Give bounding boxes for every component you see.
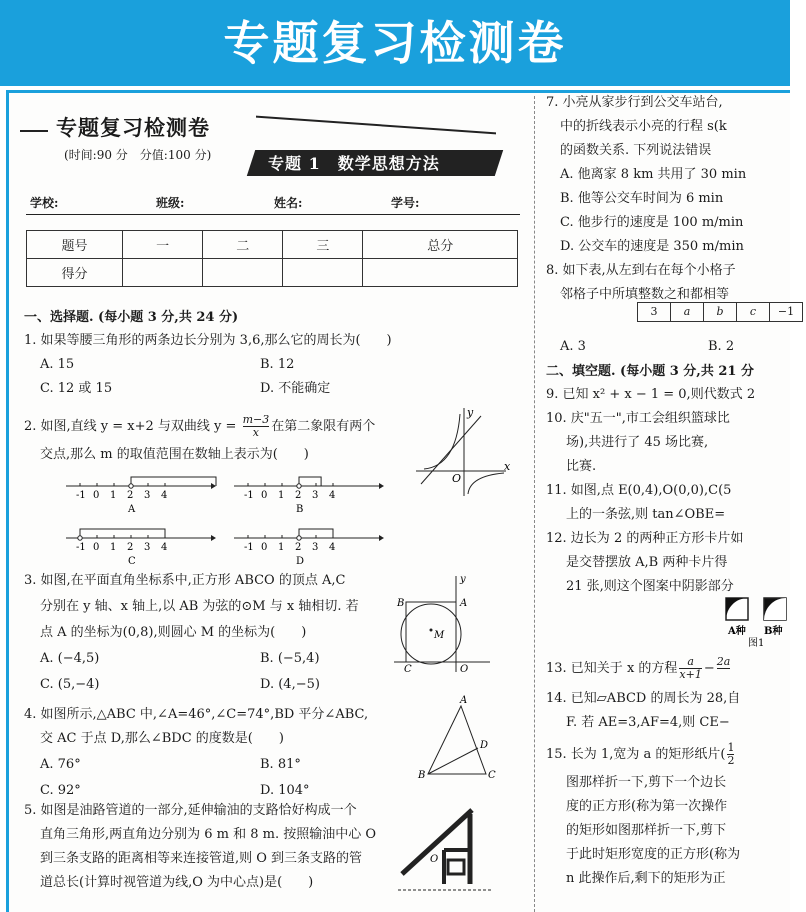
section1-heading: 一、选择题. (每小题 3 分,共 24 分) <box>24 310 239 325</box>
tick-label: 1 <box>110 490 117 501</box>
range-bracket <box>299 477 321 486</box>
point-label-a: A <box>460 695 468 706</box>
q10-line2: 场),共进行了 45 场比赛, <box>566 435 709 450</box>
section2-heading: 二、填空题. (每小题 3 分,共 21 分 <box>546 364 754 379</box>
exam-title: 专题复习检测卷 <box>56 115 210 140</box>
tick-label: 2 <box>295 490 302 501</box>
q1-option-c: C. 12 或 15 <box>40 381 113 396</box>
fraction-denominator: x <box>252 426 260 439</box>
q10-line1: 10. 庆"五一",市工会组织篮球比 <box>546 411 730 426</box>
q5-line1: 5. 如图是油路管道的一部分,延伸输油的支路恰好构成一个 <box>24 803 357 818</box>
q13-fraction-1 <box>679 656 701 681</box>
table-cell[interactable] <box>363 259 518 287</box>
q4-line1: 4. 如图所示,△ABC 中,∠A=46°,∠C=74°,BD 平分∠ABC, <box>24 707 369 722</box>
axis-label-y: y <box>460 574 466 585</box>
q7-option-b: B. 他等公交车时间为 6 min <box>560 191 724 206</box>
minus-sign: − <box>703 661 715 676</box>
q7-line1: 7. 小亮从家步行到公交车站台, <box>546 95 723 110</box>
q1-option-b: B. 12 <box>260 357 295 372</box>
tick-label: -1 <box>76 542 86 553</box>
option-label: A <box>128 504 136 515</box>
fraction-denominator: x+1 <box>679 668 702 681</box>
open-point <box>297 536 301 540</box>
q5-line3: 到三条支路的距离相等来连接管道,则 O 到三条支路的管 <box>40 851 363 866</box>
option-label: D <box>296 556 305 567</box>
q2-text: 在第二象限有两个 <box>271 419 376 434</box>
table-cell: 得分 <box>27 259 123 287</box>
point-label-c: C <box>404 664 412 675</box>
tick-label: 1 <box>278 542 285 553</box>
school-label: 学校: <box>30 196 59 210</box>
axis-label-x: x <box>504 460 511 473</box>
time-info: (时间:90 分 分值:100 分) <box>64 148 212 162</box>
q15-line5: 于此时矩形宽度的正方形(称为 <box>566 847 741 862</box>
q11-line2: 上的一条弦,则 tan∠OBE= <box>566 507 726 522</box>
fraction-numerator: 2a <box>716 655 731 668</box>
score-table-row <box>27 231 518 259</box>
option-label: B <box>296 504 304 515</box>
q15-line4: 的矩形如图那样折一下,剪下 <box>566 823 727 838</box>
q2-text: 2. 如图,直线 y = x+2 与双曲线 y = <box>24 419 241 434</box>
q12-line2: 是交替摆放 A,B 两种卡片得 <box>566 555 728 570</box>
q15-fraction <box>727 742 734 767</box>
table-cell[interactable] <box>283 259 363 287</box>
q7-option-d: D. 公交车的速度是 350 m/min <box>560 239 744 254</box>
q3-line1: 3. 如图,在平面直角坐标系中,正方形 ABCO 的顶点 A,C <box>24 573 346 588</box>
q1-stem: 1. 如果等腰三角形的两条边长分别为 3,6,那么它的周长为( ) <box>24 333 392 348</box>
q15-line1 <box>546 742 736 767</box>
q13-line <box>546 656 732 681</box>
q2-line2: 交点,那么 m 的取值范围在数轴上表示为( ) <box>40 447 309 462</box>
banner-title: 专题复习检测卷 <box>0 0 790 86</box>
axis-label-y: y <box>467 406 474 419</box>
q5-line2: 直角三角形,两直角边分别为 6 m 和 8 m. 按照输油中心 O <box>40 827 377 842</box>
q12-line1: 12. 边长为 2 的两种正方形卡片如 <box>546 531 744 546</box>
q10-line3: 比赛. <box>566 459 597 474</box>
q8-line1: 8. 如下表,从左到右在每个小格子 <box>546 263 736 278</box>
q15-text: 15. 长为 1,宽为 a 的矩形纸片( <box>546 747 726 762</box>
q8-line2: 邻格子中所填整数之和都相等 <box>560 287 730 302</box>
right-column <box>546 96 806 912</box>
point-label-b: B <box>418 770 426 781</box>
class-label: 班级: <box>156 196 185 210</box>
tick-label: 3 <box>144 542 151 553</box>
tick-label: -1 <box>244 490 254 501</box>
fraction-numerator: m−3 <box>242 413 270 426</box>
tick-label: 3 <box>312 542 319 553</box>
q1-option-a: A. 15 <box>40 357 75 372</box>
range-bracket <box>131 477 216 486</box>
tick-label: 0 <box>93 490 100 501</box>
q11-line1: 11. 如图,点 E(0,4),O(0,0),C(5 <box>546 483 732 498</box>
tick-label: 1 <box>110 542 117 553</box>
q12-cards-figure <box>724 596 794 648</box>
tick-label: 3 <box>312 490 319 501</box>
table-cell[interactable] <box>123 259 203 287</box>
q15-line2: 图那样折一下,剪下一个边长 <box>566 775 727 790</box>
tick-label: 1 <box>278 490 285 501</box>
center-label-o: O <box>430 854 439 865</box>
tick-label: 2 <box>295 542 302 553</box>
name-label: 姓名: <box>274 196 303 210</box>
tick-label: 4 <box>329 542 336 553</box>
q3-option-d: D. (4,−5) <box>260 677 320 692</box>
numberline-a <box>66 472 216 514</box>
tick-label: 0 <box>261 490 268 501</box>
q2-fraction <box>243 414 270 439</box>
q4-option-a: A. 76° <box>40 757 81 772</box>
q7-line2: 中的折线表示小亮的行程 s(k <box>560 119 727 134</box>
table-cell: 一 <box>123 231 203 259</box>
q2-line1 <box>24 414 375 439</box>
q14-line2: F. 若 AE=3,AF=4,则 CE− <box>566 715 730 730</box>
q3-line2: 分别在 y 轴、x 轴上,以 AB 为弦的⊙M 与 x 轴相切. 若 <box>40 599 359 614</box>
option-label: C <box>128 556 136 567</box>
point-label-o: O <box>460 664 469 675</box>
exam-sheet <box>6 95 795 912</box>
q7-option-c: C. 他步行的速度是 100 m/min <box>560 215 744 230</box>
table-cell: c <box>736 302 770 322</box>
table-cell: 总分 <box>363 231 518 259</box>
origin-label: O <box>452 472 462 485</box>
q3-option-c: C. (5,−4) <box>40 677 100 692</box>
q4-line2: 交 AC 于点 D,那么∠BDC 的度数是( ) <box>40 731 284 746</box>
q8-option-a: A. 3 <box>560 339 586 354</box>
table-cell: 3 <box>637 302 671 322</box>
open-point <box>78 536 82 540</box>
q13-text: 13. 已知关于 x 的方程 <box>546 661 678 676</box>
q4-option-b: B. 81° <box>260 757 301 772</box>
q3-option-a: A. (−4,5) <box>40 651 100 666</box>
fraction-numerator: a <box>679 656 701 669</box>
q3-line3: 点 A 的坐标为(0,8),则圆心 M 的坐标为( ) <box>40 625 307 640</box>
point-label-a: A <box>460 598 468 609</box>
fraction-numerator: 1 <box>727 741 735 754</box>
q8-cell-table <box>638 302 803 322</box>
table-cell: a <box>670 302 704 322</box>
q3-circle-figure <box>394 574 494 675</box>
table-cell: 题号 <box>27 231 123 259</box>
point-label-m: M <box>434 630 445 641</box>
numberline-d <box>234 524 384 567</box>
header-rule-left <box>20 130 48 132</box>
q15-line3: 度的正方形(称为第一次操作 <box>566 799 728 814</box>
header-underline <box>26 214 520 215</box>
q3-option-b: B. (−5,4) <box>260 651 320 666</box>
open-point <box>297 484 301 488</box>
table-cell: 二 <box>203 231 283 259</box>
q13-fraction-2 <box>717 656 731 681</box>
point-label-d: D <box>480 740 489 751</box>
tick-label: -1 <box>76 490 86 501</box>
tick-label: 2 <box>127 490 134 501</box>
point-label-b: B <box>397 598 405 609</box>
range-bracket <box>80 529 165 538</box>
numberline-c <box>66 524 216 567</box>
q12-line3: 21 张,则这个图案中阴影部分 <box>566 579 734 594</box>
tick-label: 3 <box>144 490 151 501</box>
table-cell: 三 <box>283 231 363 259</box>
left-column <box>6 96 526 912</box>
fraction-denominator: 2 <box>727 754 735 767</box>
q9-text: 9. 已知 x² + x − 1 = 0,则代数式 2 <box>546 387 756 402</box>
q5-pipe-figure <box>392 804 508 894</box>
q1-option-d: D. 不能确定 <box>260 381 331 396</box>
tick-label: 4 <box>161 542 168 553</box>
q8-option-b: B. 2 <box>708 339 735 354</box>
header-rule-right <box>256 116 496 135</box>
table-cell: −1 <box>769 302 803 322</box>
topic-label: 专题 1 数学思想方法 <box>268 154 440 173</box>
q4-option-c: C. 92° <box>40 783 81 798</box>
q15-line6: n 此操作后,剩下的矩形为正 <box>566 871 726 886</box>
column-divider <box>534 96 535 912</box>
number-label: 学号: <box>391 196 420 210</box>
q7-option-a: A. 他离家 8 km 共用了 30 min <box>560 167 747 182</box>
q2-graph-figure <box>416 406 516 496</box>
table-cell: b <box>703 302 737 322</box>
numberline-b <box>234 472 384 514</box>
score-table <box>26 230 518 287</box>
tick-label: -1 <box>244 542 254 553</box>
q4-option-d: D. 104° <box>260 783 310 798</box>
table-cell[interactable] <box>203 259 283 287</box>
tick-label: 0 <box>93 542 100 553</box>
tick-label: 4 <box>161 490 168 501</box>
open-point <box>129 484 133 488</box>
tick-label: 0 <box>261 542 268 553</box>
q4-triangle-figure <box>416 694 506 784</box>
figure-caption: 图1 <box>748 638 765 649</box>
q7-line3: 的函数关系. 下列说法错误 <box>560 143 712 158</box>
q14-line1: 14. 已知▱ABCD 的周长为 28,自 <box>546 691 741 706</box>
tick-label: 4 <box>329 490 336 501</box>
card-label-b: B种 <box>764 626 783 637</box>
score-table-row <box>27 259 518 287</box>
point-label-c: C <box>488 770 496 781</box>
card-label-a: A种 <box>728 626 746 637</box>
q5-line4: 道总长(计算时视管道为线,O 为中心点)是( ) <box>40 875 314 890</box>
tick-label: 2 <box>127 542 134 553</box>
